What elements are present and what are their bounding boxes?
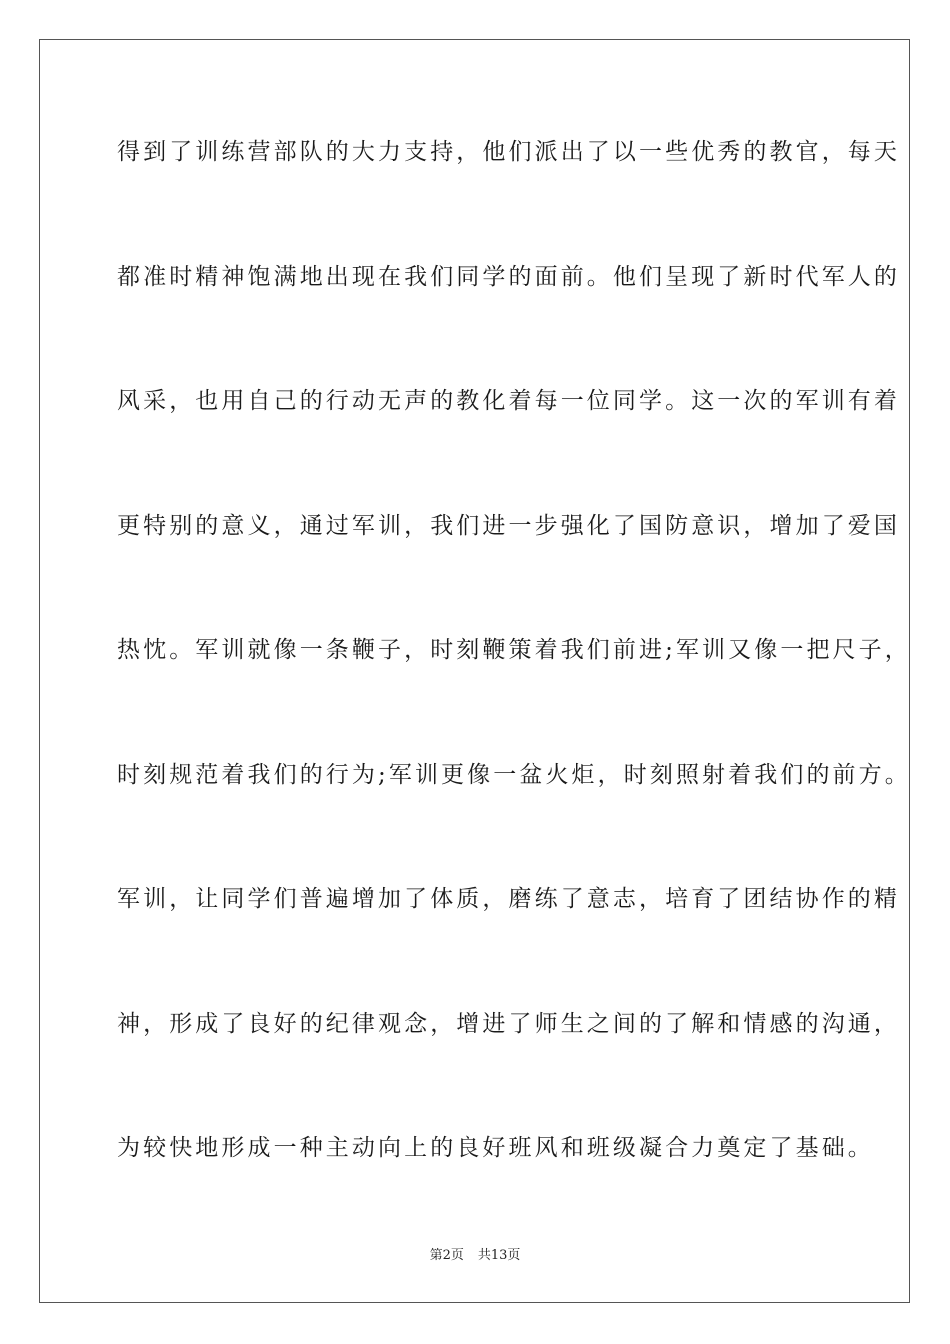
page-footer bbox=[0, 1247, 950, 1265]
paragraph-line: 神，形成了良好的纪律观念，增进了师生之间的了解和情感的沟通， bbox=[117, 1011, 900, 1037]
page-number: 第2页 bbox=[429, 1248, 464, 1263]
paragraph-line: 热忱。军训就像一条鞭子，时刻鞭策着我们前进;军训又像一把尺子， bbox=[117, 637, 911, 663]
page-border bbox=[39, 39, 910, 1303]
paragraph-line: 军训，让同学们普遍增加了体质，磨练了意志，培育了团结协作的精 bbox=[117, 886, 900, 912]
paragraph-line: 更特别的意义，通过军训，我们进一步强化了国防意识，增加了爱国 bbox=[117, 513, 900, 539]
page-total: 共13页 bbox=[477, 1248, 521, 1263]
paragraph-line: 风采，也用自己的行动无声的教化着每一位同学。这一次的军训有着 bbox=[117, 388, 900, 414]
paragraph-line: 都准时精神饱满地出现在我们同学的面前。他们呈现了新时代军人的 bbox=[117, 264, 900, 290]
paragraph-line: 时刻规范着我们的行为;军训更像一盆火炬，时刻照射着我们的前方。 bbox=[117, 762, 911, 788]
paragraph-line: 为较快地形成一种主动向上的良好班风和班级凝合力奠定了基础。 bbox=[117, 1135, 874, 1161]
paragraph-line: 得到了训练营部队的大力支持，他们派出了以一些优秀的教官，每天 bbox=[117, 139, 900, 165]
